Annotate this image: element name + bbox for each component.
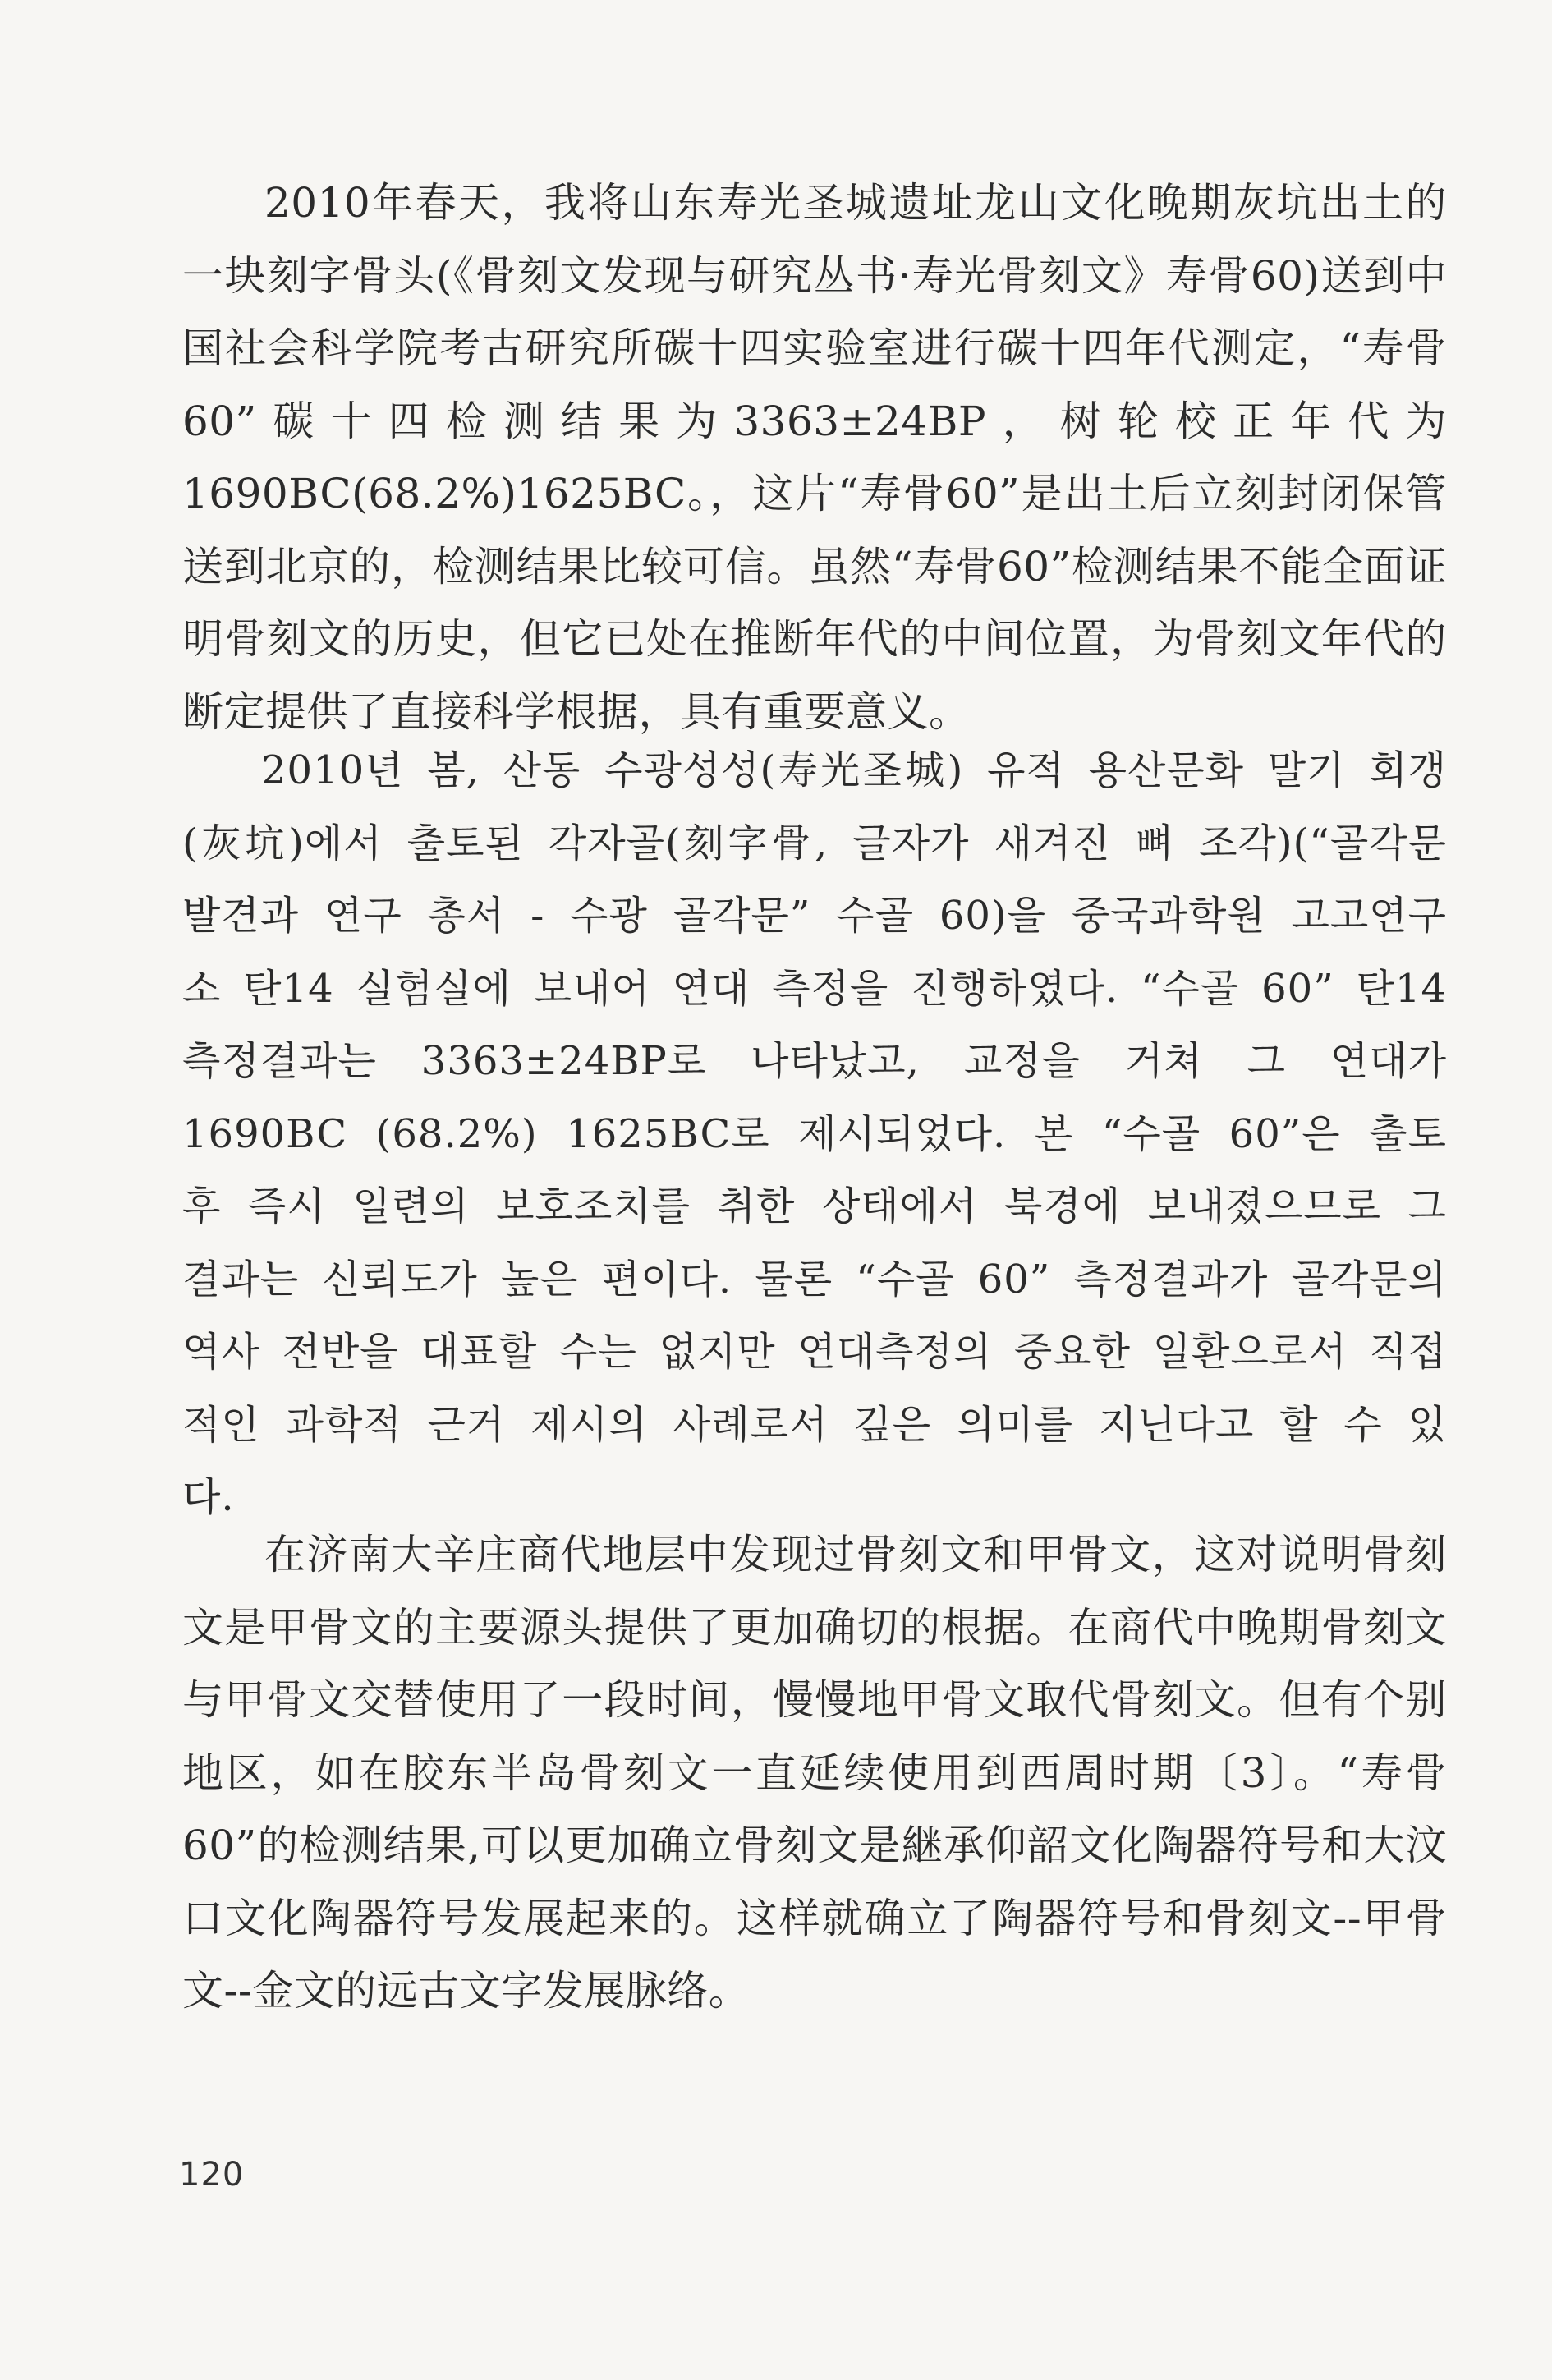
paragraph-korean-dating: 2010년 봄, 산동 수광성성(寿光圣城) 유적 용산문화 말기 회갱(灰坑)에서 출토된 각자골(刻字骨, 글자가 새겨진 뼈 조각)(“골각문 발견과 연구 총서 - 수광 골각문” 수골 60)을 중국과학원 고고연구소 탄14 실험실에 보내어 연대 측정을 진행하였다. “수골 60” 탄14 측정결과는 3363±24BP로 나타났고, 교정을 거쳐 그 연대가 1690BC (68.2%) 1625BC로 제시되었다. 본 “수골 60”은 출토 후 즉시 일련의 보호조치를 취한 상태에서 북경에 보내졌으므로 그 결과는 신뢰도가 높은 편이다. 물론 “수골 60” 측정결과가 골각문의 역사 전반을 대표할 수는 없지만 연대측정의 중요한 일환으로서 직접적인 과학적 근거 제시의 사례로서 깊은 의미를 지닌다고 할 수 있다.: [182, 747, 1447, 1520]
paragraph-chinese-origins: 在济南大辛庄商代地层中发现过骨刻文和甲骨文，这对说明骨刻文是甲骨文的主要源头提供了更加确切的根据。在商代中晚期骨刻文与甲骨文交替使用了一段时间，慢慢地甲骨文取代骨刻文。但有个别地区，如在胶东半岛骨刻文一直延续使用到西周时期〔3〕。“寿骨60”的检测结果,可以更加确立骨刻文是継承仰韶文化陶器符号和大汶口文化陶器符号发展起来的。这样就确立了陶器符号和骨刻文--甲骨文--金文的远古文字发展脉络。: [182, 1531, 1447, 2015]
paragraph-chinese-dating: 2010年春天，我将山东寿光圣城遗址龙山文化晚期灰坑出土的一块刻字骨头(《骨刻文发现与研究丛书·寿光骨刻文》寿骨60)送到中国社会科学院考古研究所碳十四实验室进行碳十四年代测定，“寿骨60”碳十四检测结果为3363±24BP，树轮校正年代为1690BC(68.2%)1625BC。，这片“寿骨60”是出土后立刻封闭保管送到北京的，检测结果比较可信。虽然“寿骨60”检测结果不能全面证明骨刻文的历史，但它已处在推断年代的中间位置，为骨刻文年代的断定提供了直接科学根据，具有重要意义。: [182, 179, 1447, 736]
page-number: 120: [179, 2156, 245, 2194]
